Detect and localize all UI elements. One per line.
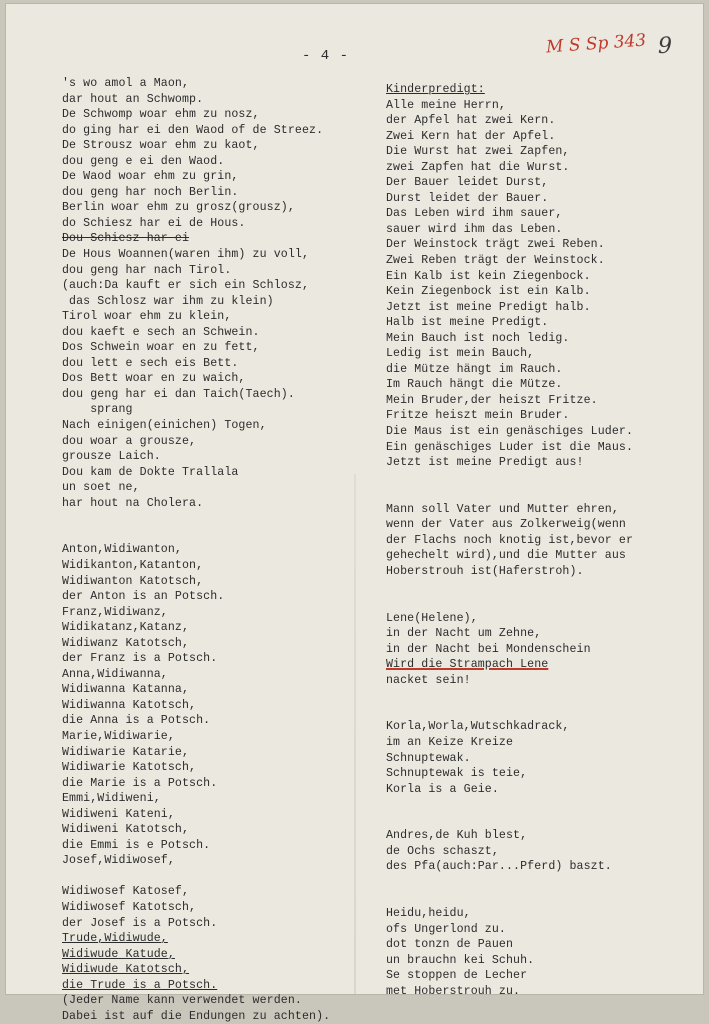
text-line: die Anna is a Potsch. (62, 714, 211, 728)
text-line: Ledig ist mein Bauch, (386, 347, 535, 361)
text-line: die Marie is a Potsch. (62, 776, 218, 790)
text-line: Widiwosef Katosef, (62, 885, 190, 899)
text-line: der Anton is an Potsch. (62, 590, 225, 604)
text-line: Jetzt ist meine Predigt aus! (386, 456, 584, 470)
text-line: der Flachs noch knotig ist,bevor er (386, 533, 634, 547)
text-line: de Ochs schaszt, (386, 844, 499, 858)
text-line: Widiwude Katude, (62, 947, 175, 961)
text-line: der Josef is a Potsch. (62, 916, 218, 930)
blank-line (386, 875, 686, 891)
text-line: Andres,de Kuh blest, (386, 829, 528, 843)
text-line: De Waod woar ehm zu grin, (62, 170, 239, 184)
text-line: Mann soll Vater und Mutter ehren, (386, 502, 619, 516)
text-line: Der Weinstock trägt zwei Reben. (386, 238, 605, 252)
text-line: im an Keize Kreize (386, 735, 514, 749)
blank-line (62, 511, 392, 527)
text-line: Berlin woar ehm zu grosz(grousz), (62, 201, 295, 215)
left-text-column (62, 76, 392, 1024)
text-line: Franz,Widiwanz, (62, 605, 168, 619)
text-line: Fritze heiszt mein Bruder. (386, 409, 570, 423)
text-line: Se stoppen de Lecher (386, 969, 528, 983)
text-line: Die Wurst hat zwei Zapfen, (386, 145, 570, 159)
text-line: sprang (62, 403, 133, 417)
shelfmark-annotation: M S Sp 343 (545, 30, 647, 58)
text-line: un soet ne, (62, 481, 140, 495)
text-line: Kinderpredigt: (386, 83, 485, 96)
text-line: Im Rauch hängt die Mütze. (386, 378, 563, 392)
text-line: Dou kam de Dokte Trallala (62, 465, 239, 479)
text-line: Jetzt ist meine Predigt halb. (386, 300, 591, 314)
text-line: Schnuptewak. (386, 751, 471, 765)
text-line: Mein Bauch ist noch ledig. (386, 331, 570, 345)
blank-line (386, 471, 686, 487)
blank-line (62, 527, 392, 543)
text-line: Widiwanton Katotsch, (62, 574, 204, 588)
text-line: Lene(Helene), (386, 611, 478, 625)
text-line: Das Leben wird ihm sauer, (386, 207, 563, 221)
text-line: De Strousz woar ehm zu kaot, (62, 139, 260, 153)
text-line: der Franz is a Potsch. (62, 652, 218, 666)
text-line: Trude,Widiwude, (62, 932, 168, 946)
text-line: Widikanton,Katanton, (62, 558, 204, 572)
text-line: dou lett e sech eis Bett. (62, 356, 239, 370)
text-line: Widiwarie Katarie, (62, 745, 190, 759)
text-line: die Mütze hängt im Rauch. (386, 362, 563, 376)
blank-line (386, 688, 686, 704)
text-line: dou woar a grousze, (62, 434, 197, 448)
text-line: har hout na Cholera. (62, 496, 204, 510)
text-line: Heidu,heidu, (386, 906, 471, 920)
text-line: die Emmi is e Potsch. (62, 838, 211, 852)
text-line: Der Bauer leidet Durst, (386, 176, 549, 190)
text-line: Emmi,Widiweni, (62, 792, 161, 806)
blank-line (386, 580, 686, 596)
text-line: in der Nacht um Zehne, (386, 627, 542, 641)
text-line: dou geng har nach Tirol. (62, 263, 232, 277)
blank-line (386, 486, 686, 502)
text-line: Marie,Widiwarie, (62, 729, 175, 743)
text-line: nacket sein! (386, 673, 471, 687)
text-line: (Jeder Name kann verwendet werden. (62, 994, 302, 1008)
text-line: dot tonzn de Pauen (386, 938, 514, 952)
text-line: (auch:Da kauft er sich ein Schlosz, (62, 279, 310, 293)
text-line: Dos Schwein woar en zu fett, (62, 341, 260, 355)
text-line: De Schwomp woar ehm zu nosz, (62, 108, 260, 122)
folio-number: 9 (658, 34, 672, 59)
text-line: des Pfa(auch:Par...Pferd) baszt. (386, 860, 612, 874)
text-line: Kein Ziegenbock ist ein Kalb. (386, 285, 591, 299)
text-line: Widiweni Kateni, (62, 807, 175, 821)
text-line: sauer wird ihm das Leben. (386, 222, 563, 236)
text-line: Widiwanna Katotsch, (62, 698, 197, 712)
text-line: met Hoberstrouh zu. (386, 984, 521, 998)
text-line: un brauchn kei Schuh. (386, 953, 535, 967)
text-line: Wird die Strampach Lene (386, 658, 549, 672)
text-line: Widiwanz Katotsch, (62, 636, 190, 650)
right-text-column (386, 82, 686, 999)
text-line: Zwei Reben trägt der Weinstock. (386, 254, 605, 268)
text-line: Anton,Widiwanton, (62, 543, 182, 557)
text-line: Widiwanna Katanna, (62, 683, 190, 697)
text-line: zwei Zapfen hat die Wurst. (386, 160, 570, 174)
text-line: das Schlosz war ihm zu klein) (62, 294, 274, 308)
text-line: wenn der Vater aus Zolkerweig(wenn (386, 518, 626, 532)
blank-line (386, 890, 686, 906)
text-line: Dou Schiesz har ei (62, 232, 190, 246)
text-line: Halb ist meine Predigt. (386, 316, 549, 330)
text-line: dou geng har noch Berlin. (62, 185, 239, 199)
text-line: Schnuptewak is teie, (386, 767, 528, 781)
text-line: Dos Bett woar en zu waich, (62, 372, 246, 386)
blank-line (386, 797, 686, 813)
text-line: dou geng e ei den Waod. (62, 154, 225, 168)
text-line: dou kaeft e sech an Schwein. (62, 325, 260, 339)
text-line: Anna,Widiwanna, (62, 667, 168, 681)
text-line: Hoberstrouh ist(Haferstroh). (386, 564, 584, 578)
text-line: Korla,Worla,Wutschkadrack, (386, 720, 570, 734)
text-line: Widiwude Katotsch, (62, 963, 190, 977)
text-line: Alle meine Herrn, (386, 98, 506, 112)
text-line: do ging har ei den Waod of de Streez. (62, 123, 324, 137)
text-line: dou geng har ei dan Taich(Taech). (62, 387, 295, 401)
text-line: Ein Kalb ist kein Ziegenbock. (386, 269, 591, 283)
blank-line (386, 704, 686, 720)
text-line: Nach einigen(einichen) Togen, (62, 419, 267, 433)
text-line: Durst leidet der Bauer. (386, 191, 549, 205)
blank-line (62, 869, 392, 885)
text-line: Widiwosef Katotsch, (62, 900, 197, 914)
page-number: - 4 - (302, 48, 350, 64)
text-line: De Hous Woannen(waren ihm) zu voll, (62, 248, 310, 262)
text-line: in der Nacht bei Mondenschein (386, 642, 591, 656)
text-line: Ein genäschiges Luder ist die Maus. (386, 440, 634, 454)
text-line: Widikatanz,Katanz, (62, 621, 190, 635)
document-page (6, 4, 703, 1023)
text-line: Widiwarie Katotsch, (62, 761, 197, 775)
text-line: grousze Laich. (62, 450, 161, 464)
text-line: Widiweni Katotsch, (62, 823, 190, 837)
text-line: ofs Ungerlond zu. (386, 922, 506, 936)
text-line: 's wo amol a Maon, (62, 77, 190, 90)
text-line: Zwei Kern hat der Apfel. (386, 129, 556, 143)
blank-line (386, 813, 686, 829)
text-line: gehechelt wird),und die Mutter aus (386, 549, 626, 563)
text-line: Josef,Widiwosef, (62, 854, 175, 868)
text-line: Tirol woar ehm zu klein, (62, 310, 232, 324)
text-line: Die Maus ist ein genäschiges Luder. (386, 425, 634, 439)
text-line: dar hout an Schwomp. (62, 92, 204, 106)
blank-line (386, 595, 686, 611)
text-line: do Schiesz har ei de Hous. (62, 216, 246, 230)
text-line: der Apfel hat zwei Kern. (386, 114, 556, 128)
text-line: Dabei ist auf die Endungen zu achten). (62, 1009, 331, 1023)
text-line: Korla is a Geie. (386, 782, 499, 796)
text-line: Mein Bruder,der heiszt Fritze. (386, 393, 598, 407)
text-line: die Trude is a Potsch. (62, 978, 218, 992)
